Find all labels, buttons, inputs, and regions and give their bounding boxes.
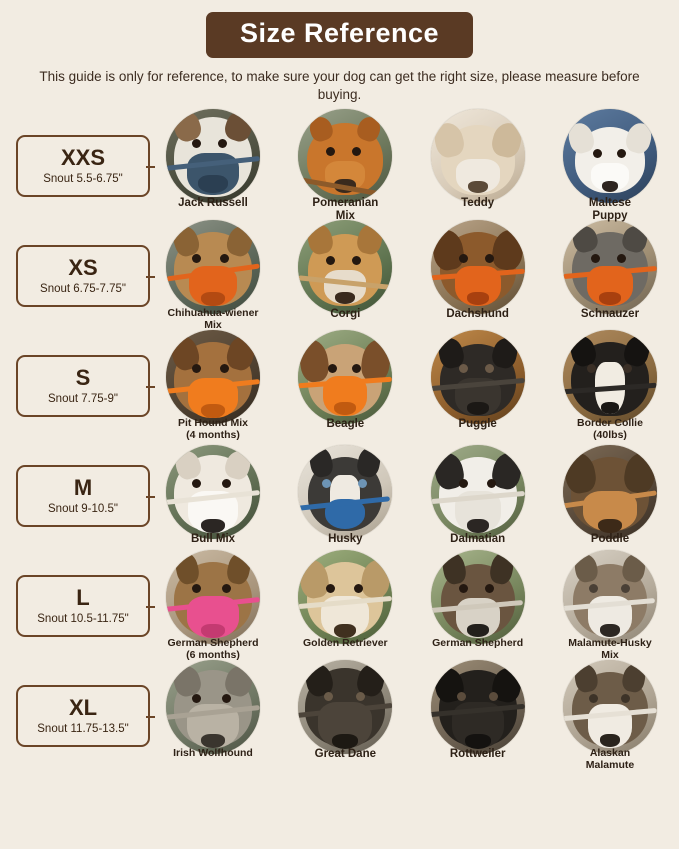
breed-photo-chihuahua-wiener-mix xyxy=(166,220,260,314)
snout-range: Snout 10.5-11.75" xyxy=(37,612,129,625)
size-badge-l xyxy=(16,575,150,637)
breed-name-line2: Puppy xyxy=(592,209,628,222)
size-row-s xyxy=(10,333,669,441)
breed-photo-great-dane xyxy=(298,660,392,754)
breed-item xyxy=(421,109,535,210)
breed-name: Dachshund xyxy=(446,308,509,321)
breed-caption xyxy=(191,533,235,546)
connector-line xyxy=(146,716,155,718)
connector-line xyxy=(146,606,155,608)
breed-photo-beagle xyxy=(298,330,392,424)
breed-caption xyxy=(328,533,363,546)
breed-name-line2: (6 months) xyxy=(186,648,240,661)
breed-photo-poddle xyxy=(563,445,657,539)
size-label: L xyxy=(76,584,90,610)
breed-caption xyxy=(178,197,248,210)
breed-item xyxy=(156,109,270,210)
breed-photo-schnauzer xyxy=(563,220,657,314)
breed-name: Beagle xyxy=(326,418,365,431)
breed-photo-teddy xyxy=(431,109,525,203)
breed-name: Border Collie xyxy=(577,417,643,430)
breed-caption xyxy=(312,197,378,223)
breed-photo-rottweiler xyxy=(431,660,525,754)
snout-range: Snout 7.75-9" xyxy=(48,392,118,405)
breed-item xyxy=(156,220,270,332)
breed-item xyxy=(288,330,402,431)
breed-name: Bull Mix xyxy=(190,533,236,546)
breed-item xyxy=(553,445,667,546)
connector-line xyxy=(146,166,155,168)
breed-item xyxy=(421,550,535,650)
snout-range: Snout 9-10.5" xyxy=(48,502,118,515)
connector-line xyxy=(146,276,155,278)
size-row-m xyxy=(10,443,669,548)
breed-item xyxy=(288,550,402,650)
breed-photo-pit-hound-mix xyxy=(166,330,260,424)
breed-caption xyxy=(330,308,360,321)
breed-name: Pomeranian xyxy=(312,196,379,209)
breed-caption xyxy=(432,638,523,650)
size-badge-m xyxy=(16,465,150,527)
breed-item xyxy=(421,220,535,321)
breed-photo-dachshund xyxy=(431,220,525,314)
breed-list xyxy=(156,330,669,442)
breed-caption xyxy=(446,308,509,321)
breed-name-line2: (40lbs) xyxy=(593,428,627,441)
breed-list xyxy=(156,660,669,772)
breed-name: Teddy xyxy=(461,196,495,209)
size-badge-xs xyxy=(16,245,150,307)
breed-name: Jack Russell xyxy=(178,196,248,209)
breed-photo-jack-russell xyxy=(166,109,260,203)
breed-item xyxy=(421,660,535,761)
size-row-xs xyxy=(10,223,669,331)
breed-name: Schnauzer xyxy=(580,308,640,321)
breed-photo-maltese-puppy xyxy=(563,109,657,203)
breed-photo-alaskan-malamute xyxy=(563,660,657,754)
breed-caption xyxy=(450,748,506,761)
breed-photo-bull-mix xyxy=(166,445,260,539)
breed-caption xyxy=(167,308,258,332)
breed-item xyxy=(156,330,270,442)
breed-item xyxy=(288,109,402,223)
breed-caption xyxy=(326,418,364,431)
breed-list xyxy=(156,445,669,546)
breed-photo-border-collie xyxy=(563,330,657,424)
breed-photo-golden-retriever xyxy=(298,550,392,644)
breed-item xyxy=(553,109,667,223)
breed-item xyxy=(553,220,667,321)
size-label: XXS xyxy=(60,144,106,170)
snout-range: Snout 5.5-6.75" xyxy=(43,172,123,185)
breed-item xyxy=(156,660,270,760)
breed-name: Corgi xyxy=(330,308,361,321)
connector-line xyxy=(146,496,155,498)
breed-photo-corgi xyxy=(298,220,392,314)
breed-name-line2: Mix xyxy=(204,318,222,331)
breed-photo-pomeranian-mix xyxy=(298,109,392,203)
breed-caption xyxy=(586,748,634,772)
page-subtitle: This guide is only for reference, to make sure your dog can get the right size, please measure before buying. xyxy=(39,68,640,102)
snout-range: Snout 6.75-7.75" xyxy=(40,282,126,295)
breed-name: Husky xyxy=(328,533,363,546)
breed-name: Chihuahua-wiener xyxy=(167,307,259,320)
size-rows xyxy=(10,113,669,771)
breed-name: Maltese xyxy=(588,196,632,209)
breed-name: Great Dane xyxy=(314,748,376,761)
breed-name: Malamute-Husky xyxy=(568,637,652,650)
page-title: Size Reference xyxy=(206,12,473,58)
breed-name: Poddle xyxy=(590,533,630,546)
size-row-xxs xyxy=(10,113,669,222)
breed-list xyxy=(156,220,669,332)
breed-photo-puggle xyxy=(431,330,525,424)
breed-item xyxy=(288,445,402,546)
breed-photo-german-shepherd xyxy=(431,550,525,644)
breed-photo-german-shepherd-puppy xyxy=(166,550,260,644)
breed-name: German Shepherd xyxy=(432,637,524,650)
breed-photo-dalmatian xyxy=(431,445,525,539)
connector-line xyxy=(146,386,155,388)
breed-caption xyxy=(178,418,248,442)
breed-caption xyxy=(303,638,388,650)
size-row-l xyxy=(10,553,669,661)
breed-caption xyxy=(591,533,629,546)
title-container xyxy=(10,0,669,58)
size-row-xl xyxy=(10,663,669,771)
breed-item xyxy=(421,330,535,431)
breed-caption xyxy=(450,533,505,546)
breed-caption xyxy=(173,748,253,760)
breed-item xyxy=(288,220,402,321)
breed-photo-irish-wolfhound xyxy=(166,660,260,754)
breed-list xyxy=(156,550,669,662)
breed-name: Rottweiler xyxy=(449,748,506,761)
breed-caption xyxy=(167,638,258,662)
size-label: XS xyxy=(68,254,98,280)
breed-name: Irish Wolfhound xyxy=(173,747,253,760)
breed-name: German Shepherd xyxy=(167,637,259,650)
breed-item xyxy=(553,330,667,442)
breed-name: Alaskan xyxy=(589,747,631,760)
breed-caption xyxy=(458,418,496,431)
breed-caption xyxy=(568,638,651,662)
breed-item xyxy=(288,660,402,761)
breed-photo-husky xyxy=(298,445,392,539)
breed-item xyxy=(156,550,270,662)
breed-photo-malamute-husky-mix xyxy=(563,550,657,644)
breed-name-line2: Malamute xyxy=(585,758,635,771)
size-label: S xyxy=(75,364,91,390)
breed-caption xyxy=(581,308,639,321)
breed-item xyxy=(421,445,535,546)
snout-range: Snout 11.75-13.5" xyxy=(37,722,129,735)
breed-caption xyxy=(577,418,643,442)
breed-caption xyxy=(589,197,631,223)
breed-item xyxy=(553,660,667,772)
size-badge-xl xyxy=(16,685,150,747)
size-label: M xyxy=(73,474,93,500)
breed-name-line2: (4 months) xyxy=(186,428,240,441)
breed-name-line2: Mix xyxy=(335,209,355,222)
breed-caption xyxy=(461,197,494,210)
size-label: XL xyxy=(68,694,98,720)
breed-item xyxy=(553,550,667,662)
breed-name-line2: Mix xyxy=(601,648,619,661)
breed-name: Dalmatian xyxy=(450,533,506,546)
breed-name: Pit Hound Mix xyxy=(178,417,248,430)
breed-caption xyxy=(315,748,376,761)
breed-list xyxy=(156,109,669,223)
breed-item xyxy=(156,445,270,546)
size-badge-s xyxy=(16,355,150,417)
breed-name: Puggle xyxy=(458,418,497,431)
size-badge-xxs xyxy=(16,135,150,197)
breed-name: Golden Retriever xyxy=(303,637,388,650)
